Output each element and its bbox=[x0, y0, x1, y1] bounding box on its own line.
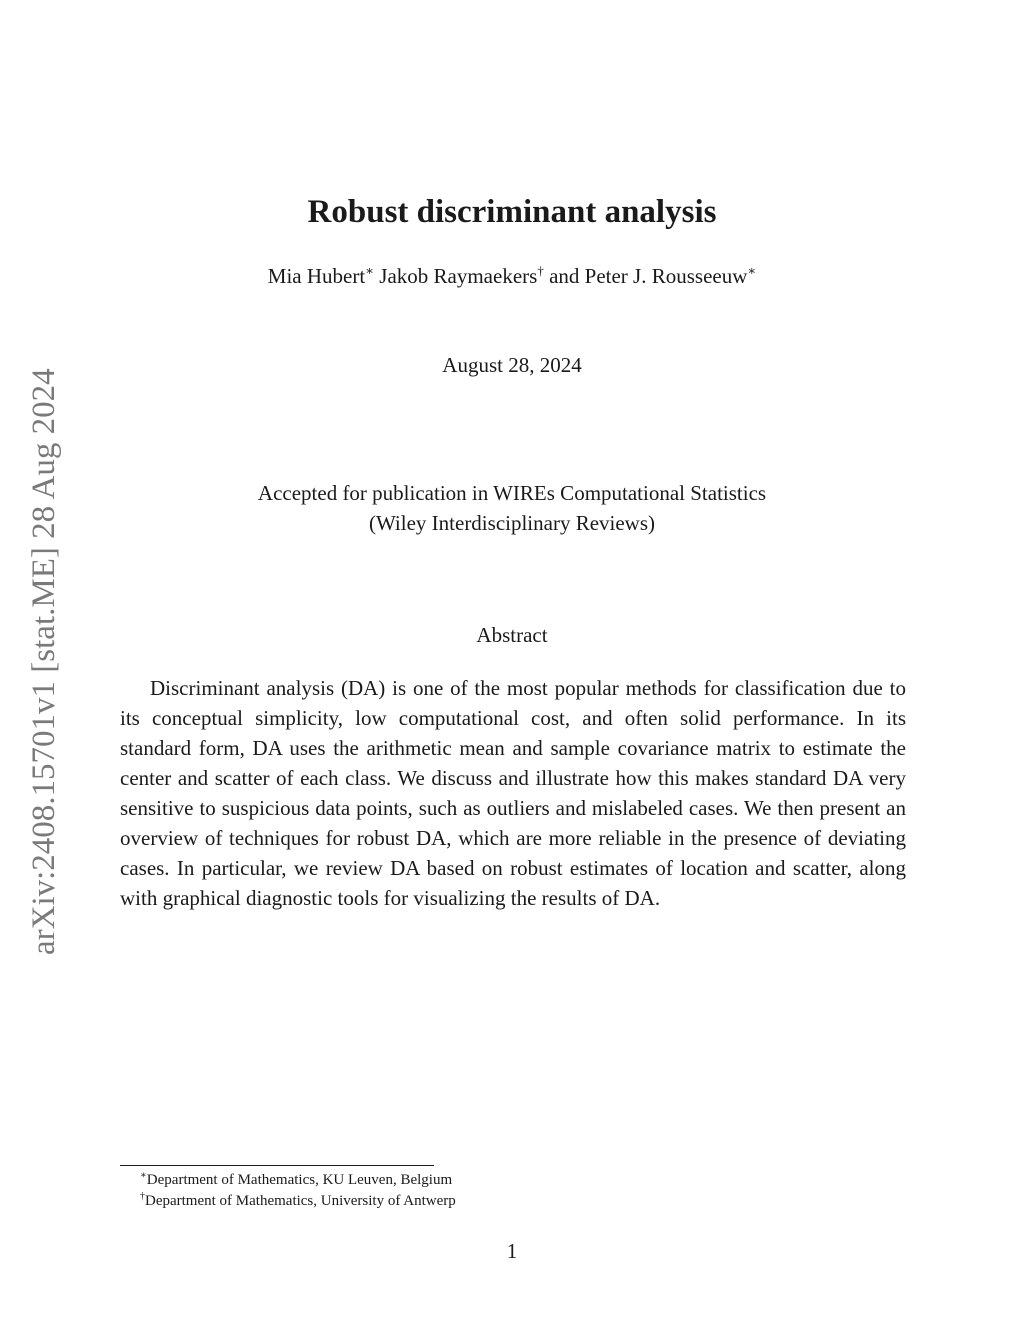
footnote-mark: ∗ bbox=[140, 1170, 147, 1181]
author-affiliation-mark: ∗ bbox=[365, 263, 375, 278]
footnote-mark: † bbox=[140, 1191, 145, 1202]
author-list bbox=[0, 262, 1024, 290]
footnote-text: Department of Mathematics, KU Leuven, Belgium bbox=[146, 1172, 453, 1188]
author-separator: and bbox=[543, 264, 585, 288]
author-name: Jakob Raymaekers bbox=[379, 264, 538, 288]
author-name: Peter J. Rousseeuw bbox=[584, 264, 748, 288]
publication-note bbox=[0, 478, 1024, 538]
publication-note-line: Accepted for publication in WIREs Computational Statistics bbox=[257, 481, 767, 505]
author-affiliation-mark: ∗ bbox=[747, 263, 757, 278]
paper-title: Robust discriminant analysis bbox=[307, 194, 717, 230]
footnote-text: Department of Mathematics, University of Antwerp bbox=[145, 1193, 456, 1209]
abstract-text: Discriminant analysis (DA) is one of the most popular methods for classification due to its conceptual simplicity, low computational cost, and often solid performance. In its standard form, DA uses the arithmetic mean and sample covariance matrix to estimate the center and scatter of each class. We discuss and illustrate how this makes standard DA very sensitive to suspicious data points, such as outliers and mislabeled cases. We then present an overview of techniques for robust DA, which are more reliable in the presence of deviating cases. In particular, we review DA based on robust estimates of location and scatter, along with graphical diagnostic tools for visualizing the results of DA. bbox=[120, 676, 906, 910]
footnote-divider bbox=[120, 1165, 434, 1166]
author-affiliation-mark: † bbox=[537, 263, 544, 278]
footnote bbox=[140, 1170, 840, 1191]
arxiv-identifier-stamp: arXiv:2408.15701v1 [stat.ME] 28 Aug 2024 bbox=[26, 368, 62, 955]
paper-date: August 28, 2024 bbox=[442, 353, 582, 377]
publication-note-line: (Wiley Interdisciplinary Reviews) bbox=[368, 511, 656, 535]
footnote bbox=[140, 1191, 840, 1212]
abstract-heading: Abstract bbox=[476, 623, 548, 647]
page-number: 1 bbox=[506, 1239, 518, 1263]
footnotes bbox=[140, 1170, 840, 1212]
author-name: Mia Hubert bbox=[267, 264, 366, 288]
